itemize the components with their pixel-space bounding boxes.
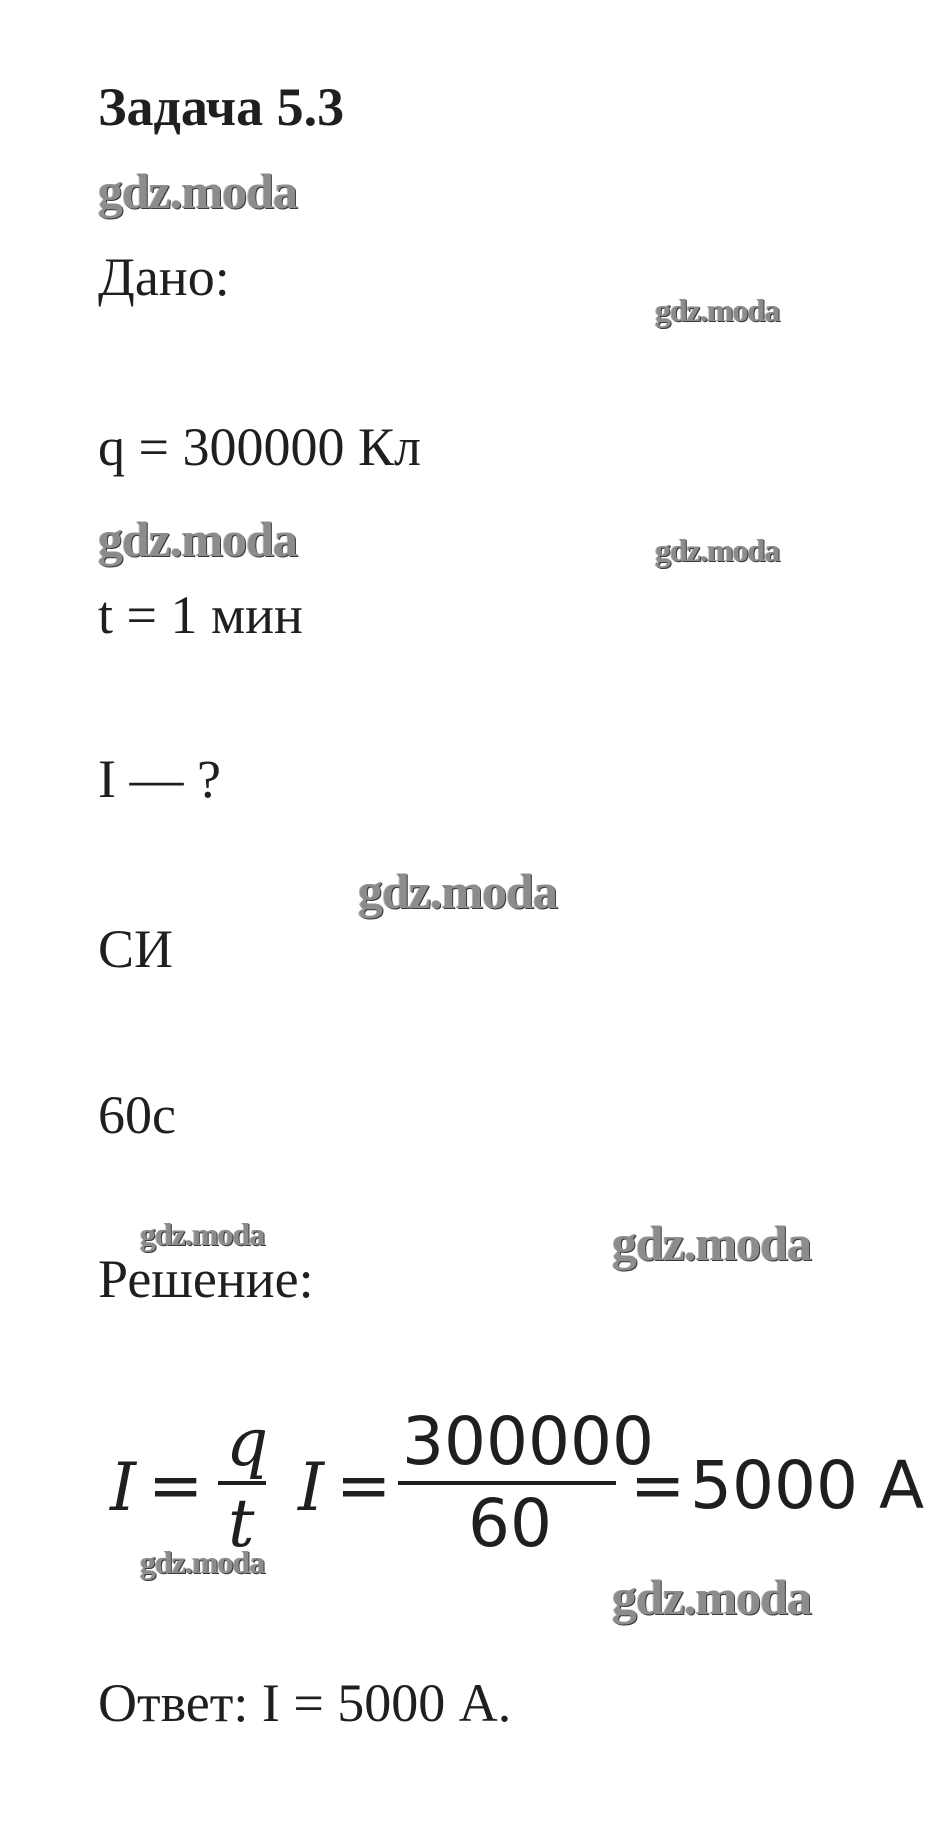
watermark: gdz.moda [98, 511, 297, 567]
formula-denominator: t [228, 1485, 255, 1562]
solution-formula [110, 1403, 925, 1565]
watermark: gdz.moda [358, 863, 557, 919]
formula-denominator-value: 60 [468, 1485, 552, 1562]
given-time: t = 1 мин [98, 585, 303, 645]
si-value: 60с [98, 1085, 176, 1145]
watermark: gdz.moda [98, 163, 297, 219]
watermark: gdz.moda [612, 1215, 811, 1271]
formula-current-symbol: I [110, 1449, 137, 1526]
formula-equals-3: = [630, 1447, 686, 1524]
watermark: gdz.moda [140, 1216, 265, 1252]
formula-equals: = [148, 1447, 204, 1524]
si-label: СИ [98, 919, 174, 979]
formula-numerator: q [226, 1404, 269, 1481]
watermark: gdz.moda [612, 1569, 811, 1625]
formula-result: 5000 A [690, 1447, 925, 1524]
given-charge: q = 300000 Кл [98, 417, 421, 477]
solution-label: Решение: [98, 1249, 314, 1309]
formula-equals-2: = [336, 1447, 392, 1524]
given-label: Дано: [98, 247, 230, 307]
find-quantity: I — ? [98, 749, 221, 809]
formula-current-symbol-2: I [298, 1449, 325, 1526]
watermark: gdz.moda [140, 1544, 265, 1580]
problem-title: Задача 5.3 [98, 77, 345, 137]
watermark: gdz.moda [655, 292, 780, 328]
formula-numerator-value: 300000 [402, 1403, 654, 1480]
watermark: gdz.moda [655, 532, 780, 568]
answer: Ответ: I = 5000 А. [98, 1673, 512, 1733]
